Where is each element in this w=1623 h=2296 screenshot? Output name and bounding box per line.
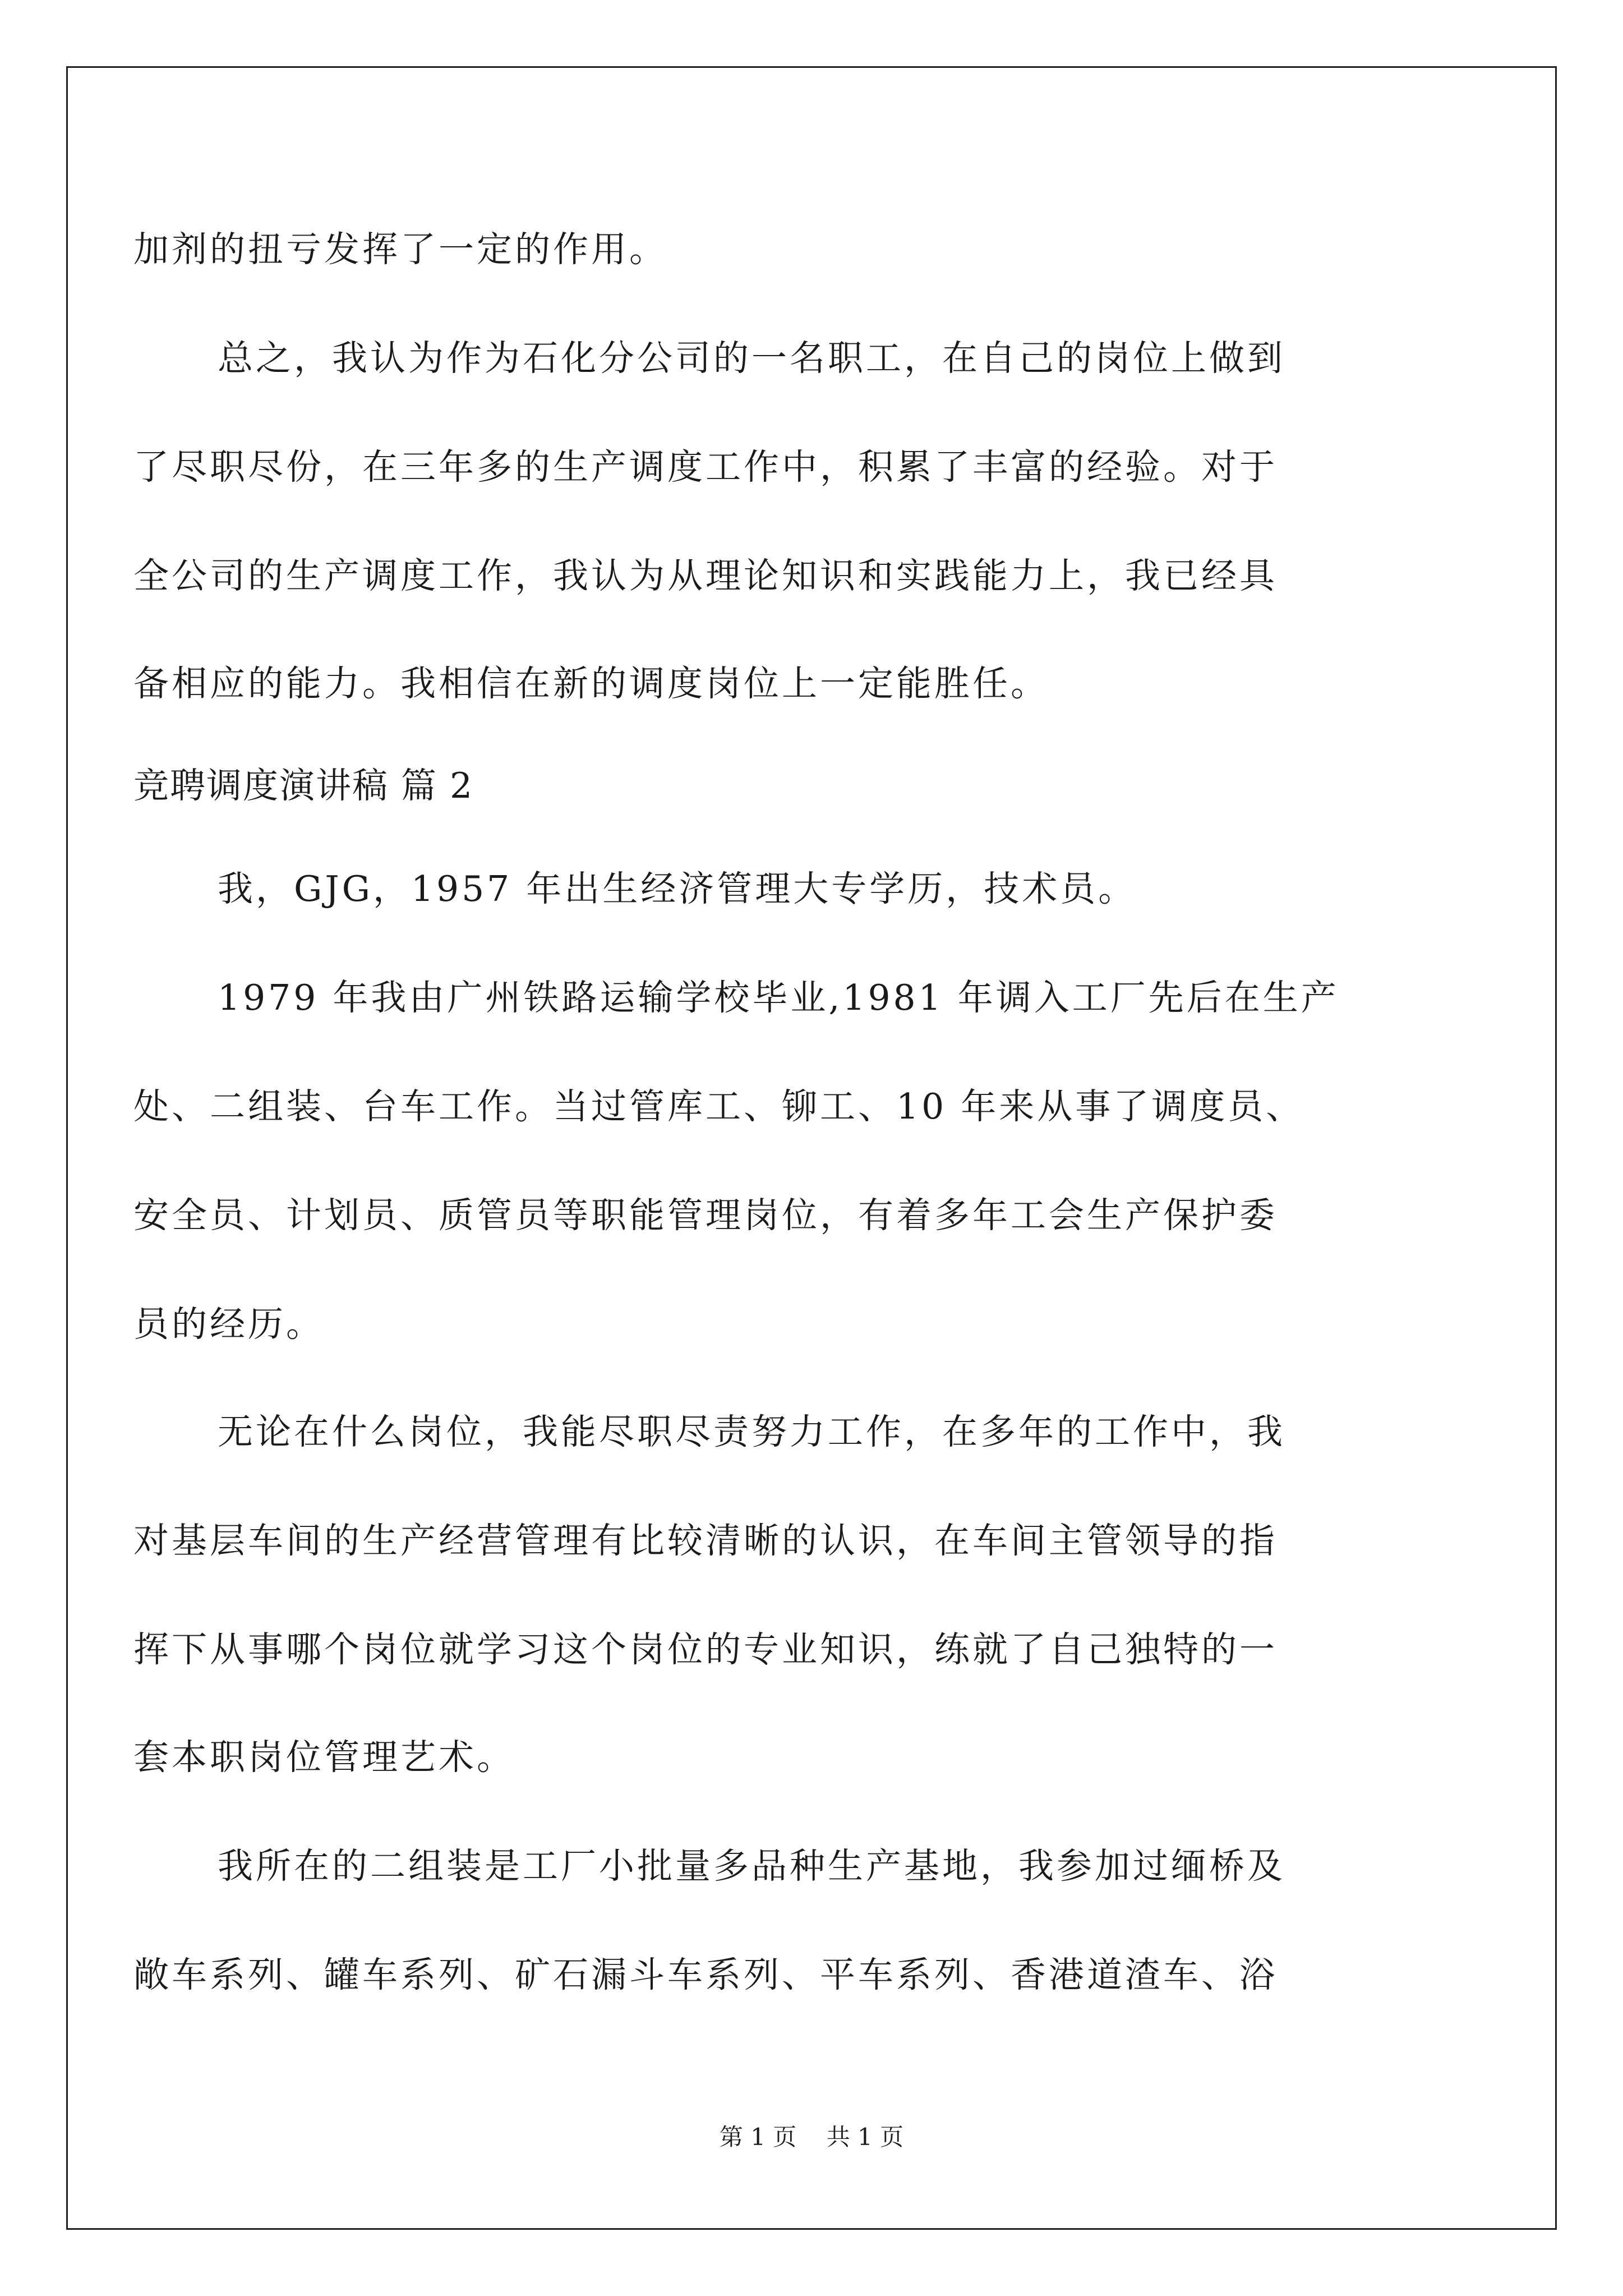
paragraph-line: 挥下从事哪个岗位就学习这个岗位的专业知识，练就了自己独特的一 — [133, 1629, 1278, 1670]
paragraph-line: 了尽职尽份，在三年多的生产调度工作中，积累了丰富的经验。对于 — [133, 447, 1278, 487]
paragraph-line: 我，GJG，1957 年出生经济管理大专学历，技术员。 — [218, 868, 1137, 909]
page-border — [66, 66, 1557, 2230]
paragraph-line: 员的经历。 — [133, 1304, 324, 1345]
paragraph-line: 全公司的生产调度工作，我认为从理论知识和实践能力上，我已经具 — [133, 555, 1278, 596]
paragraph-line: 加剂的扭亏发挥了一定的作用。 — [133, 229, 667, 270]
paragraph-line: 我所在的二组装是工厂小批量多品种生产基地，我参加过缅桥及 — [218, 1846, 1285, 1887]
paragraph-line: 对基层车间的生产经营管理有比较清晰的认识，在车间主管领导的指 — [133, 1520, 1278, 1561]
paragraph-line: 套本职岗位管理艺术。 — [133, 1737, 515, 1778]
paragraph-line: 敞车系列、罐车系列、矿石漏斗车系列、平车系列、香港道渣车、浴 — [133, 1954, 1278, 1995]
paragraph-line: 1979 年我由广州铁路运输学校毕业,1981 年调入工厂先后在生产 — [218, 977, 1339, 1018]
paragraph-line: 处、二组装、台车工作。当过管库工、铆工、10 年来从事了调度员、 — [133, 1086, 1304, 1127]
paragraph-line: 备相应的能力。我相信在新的调度岗位上一定能胜任。 — [133, 663, 1049, 704]
section-heading: 竞聘调度演讲稿 篇 2 — [133, 765, 474, 806]
paragraph-line: 无论在什么岗位，我能尽职尽责努力工作，在多年的工作中，我 — [218, 1411, 1285, 1452]
page-number-footer: 第 1 页 共 1 页 — [719, 2123, 904, 2151]
paragraph-line: 总之，我认为作为石化分公司的一名职工，在自己的岗位上做到 — [218, 338, 1285, 379]
paragraph-line: 安全员、计划员、质管员等职能管理岗位，有着多年工会生产保护委 — [133, 1195, 1278, 1236]
